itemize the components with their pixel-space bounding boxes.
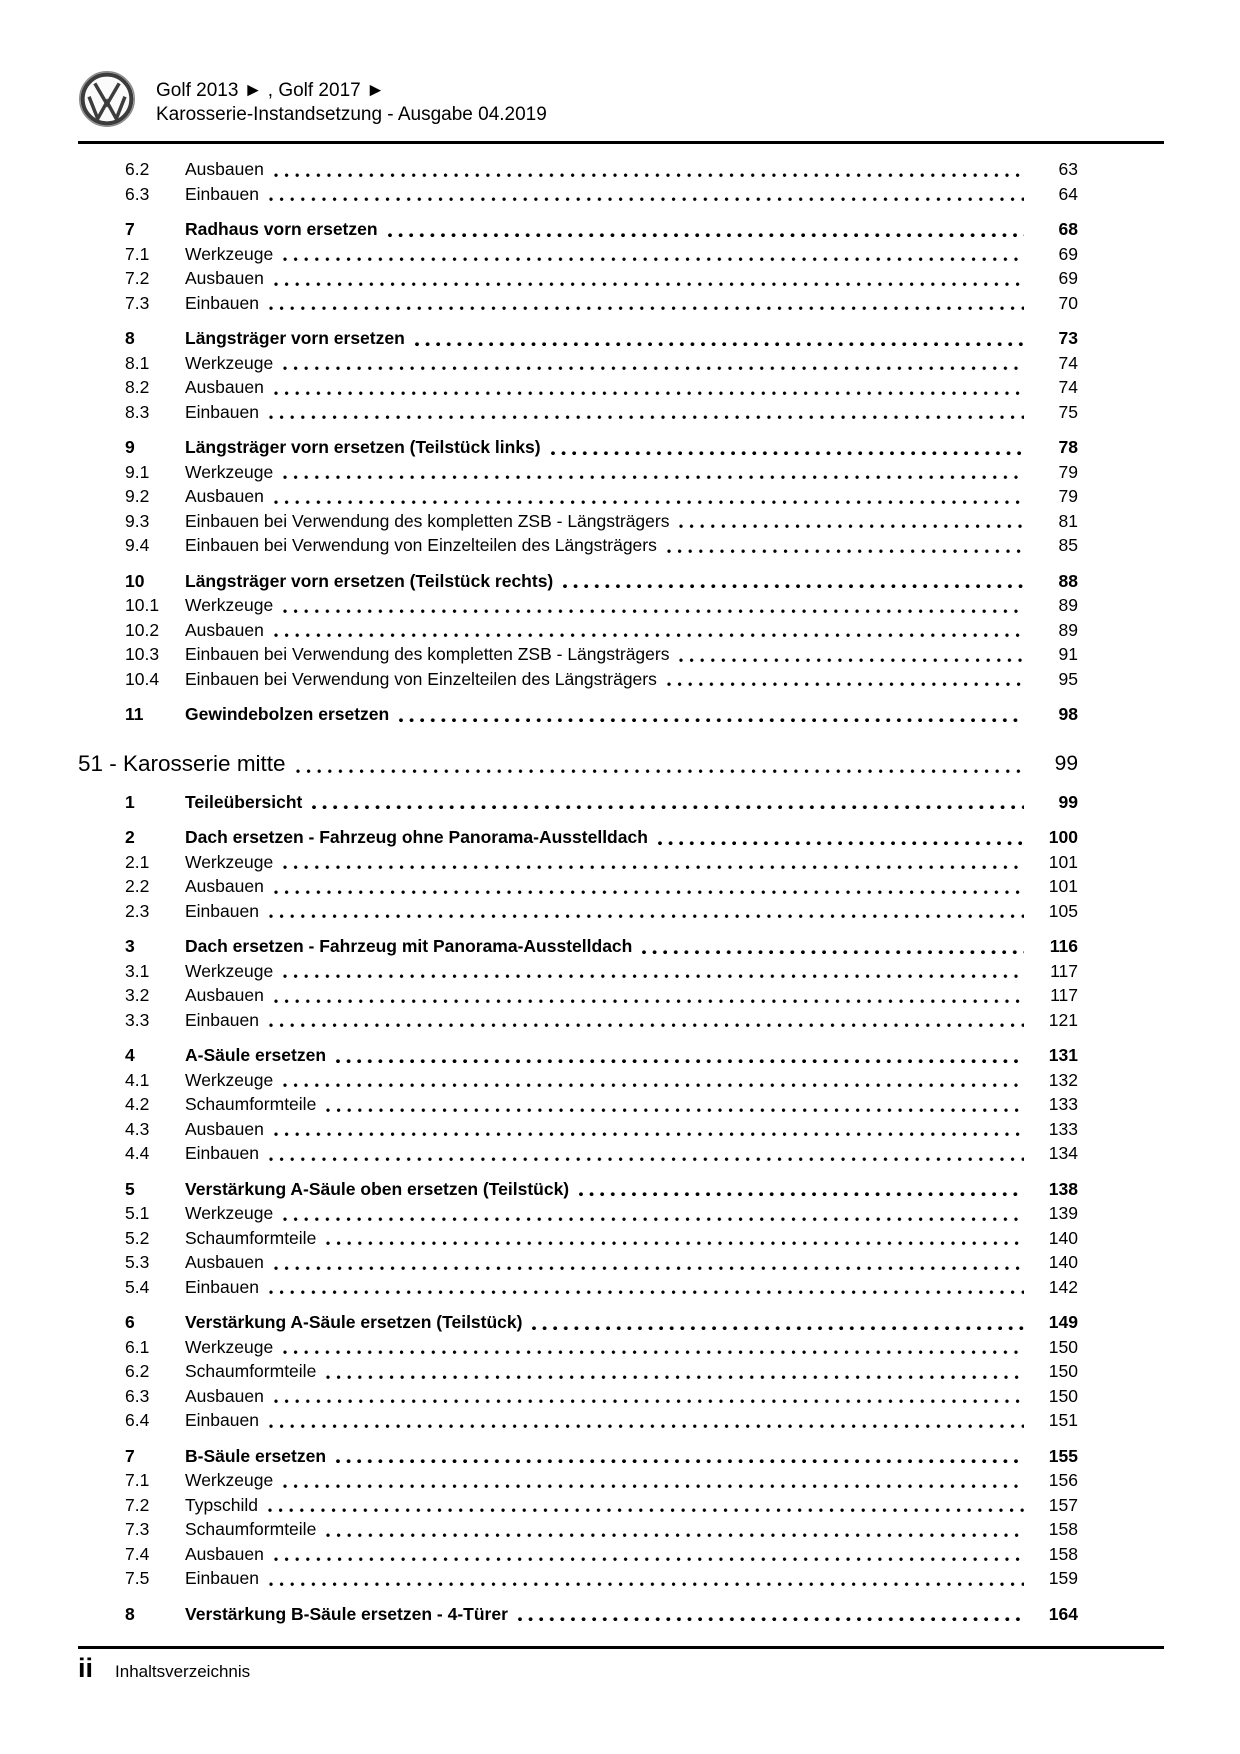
toc-entry-page: 70 — [1058, 292, 1078, 313]
dot-leader — [269, 197, 1024, 202]
dot-leader — [274, 999, 1024, 1004]
toc-entry-title: Ausbauen — [185, 1118, 264, 1139]
toc-entry-title: Werkzeuge — [185, 1336, 274, 1357]
toc-entry-title: Werkzeuge — [185, 1069, 274, 1090]
toc-entry-page: 89 — [1058, 619, 1078, 640]
toc-entry-page: 75 — [1058, 401, 1078, 422]
dot-leader — [283, 257, 1024, 262]
toc-entry-row — [78, 1566, 1078, 1591]
toc-entry-number: 8 — [125, 1603, 135, 1624]
toc-entry-page: 159 — [1048, 1568, 1078, 1588]
toc-entry-title: Einbauen bei Verwendung des kompletten ZSB - Längsträgers — [185, 510, 670, 531]
toc-entry-number: 10.3 — [125, 644, 160, 664]
toc-entry-title: Ausbauen — [185, 985, 264, 1005]
toc-entry-row — [78, 484, 1078, 509]
toc-entry-page: 150 — [1048, 1361, 1078, 1381]
toc-entry-title: Ausbauen — [185, 377, 264, 397]
toc-entry-page: 150 — [1048, 1385, 1078, 1406]
toc-entry-page: 164 — [1048, 1603, 1078, 1624]
toc-entry-page: 116 — [1049, 936, 1078, 956]
toc-entry-page: 158 — [1048, 1543, 1078, 1564]
toc-entry-row — [78, 157, 1078, 182]
toc-entry-number: 2 — [125, 827, 135, 847]
toc-entry-title: Ausbauen — [185, 1543, 264, 1564]
toc-entry-title: Verstärkung B-Säule ersetzen - 4-Türer — [185, 1603, 508, 1624]
dot-leader — [642, 950, 1024, 955]
toc-entry-row — [78, 509, 1078, 534]
toc-entry-number: 10.2 — [125, 619, 160, 640]
toc-entry-number: 4 — [125, 1045, 135, 1065]
dot-leader — [532, 1326, 1024, 1331]
toc-entry-title: Einbauen — [185, 292, 259, 313]
toc-entry-number: 8 — [125, 328, 135, 348]
toc-entry-page: 68 — [1058, 219, 1078, 239]
toc-entry-number: 8.2 — [125, 377, 150, 397]
dot-leader — [274, 391, 1024, 396]
toc-entry-page: 140 — [1048, 1252, 1078, 1272]
toc-entry-title: Teileübersicht — [185, 791, 303, 812]
dot-leader — [269, 914, 1024, 919]
toc-entry-title: Werkzeuge — [185, 243, 274, 264]
toc-entry-page: 99 — [1054, 751, 1078, 775]
dot-leader — [388, 233, 1024, 238]
dot-leader — [283, 366, 1024, 371]
toc-entry-title: Einbauen — [185, 1143, 259, 1163]
dot-leader — [268, 1508, 1024, 1513]
toc-entry-number: 5 — [125, 1178, 135, 1199]
toc-entry-title: Werkzeuge — [185, 851, 274, 872]
footer-section-label: Inhaltsverzeichnis — [115, 1662, 251, 1681]
dot-leader — [283, 974, 1024, 979]
toc-entry-title: Typschild — [185, 1494, 258, 1515]
header-subtitle: Karosserie-Instandsetzung - Ausgabe 04.2019 — [156, 104, 547, 125]
toc-entry-page: 78 — [1058, 437, 1078, 457]
toc-entry-page: 74 — [1058, 352, 1078, 373]
page-header — [78, 70, 1164, 128]
header-model-line: Golf 2013 ► , Golf 2017 ► — [156, 80, 385, 101]
toc-entry-row — [78, 351, 1078, 376]
toc-entry-title: Einbauen — [185, 1568, 259, 1588]
toc-entry-row — [78, 790, 1078, 815]
toc-entry-title: Längsträger vorn ersetzen (Teilstück rechts) — [185, 570, 554, 591]
toc-entry-page: 105 — [1048, 900, 1078, 921]
toc-entry-row — [78, 1141, 1078, 1166]
toc-entry-number: 10.1 — [125, 595, 160, 615]
toc-entry-page: 150 — [1048, 1336, 1078, 1357]
toc-entry-row — [78, 400, 1078, 425]
toc-entry-page: 101 — [1048, 876, 1078, 896]
toc-entry-page: 79 — [1058, 486, 1078, 506]
dot-leader — [283, 1350, 1024, 1355]
toc-entry-number: 6.2 — [125, 1361, 150, 1381]
toc-entry-page: 138 — [1048, 1178, 1078, 1199]
toc-entry-number: 7.1 — [125, 243, 150, 264]
toc-entry-row — [78, 1384, 1078, 1409]
toc-entry-number: 7 — [125, 219, 135, 239]
dot-leader — [274, 1266, 1024, 1271]
toc-entry-title: A-Säule ersetzen — [185, 1045, 327, 1065]
toc-entry-row — [78, 1117, 1078, 1142]
toc-entry-number: 5.3 — [125, 1252, 150, 1272]
toc-entry-number: 8.3 — [125, 401, 150, 422]
toc-entry-title: Einbauen — [185, 1410, 259, 1430]
toc-entry-row — [78, 435, 1078, 460]
toc-entry-number: 7.2 — [125, 1494, 150, 1515]
dot-leader — [336, 1459, 1024, 1464]
dot-leader — [563, 584, 1024, 589]
toc-entry-page: 91 — [1058, 644, 1078, 664]
toc-entry-title: Schaumformteile — [185, 1094, 317, 1114]
page-footer — [78, 1652, 250, 1684]
toc-entry-page: 132 — [1048, 1069, 1078, 1090]
dot-leader — [336, 1059, 1024, 1064]
toc-entry-title: Einbauen bei Verwendung von Einzelteilen des Längsträgers — [185, 668, 657, 689]
toc-entry-number: 8.1 — [125, 352, 150, 373]
header-text — [156, 70, 547, 128]
toc-entry-row — [78, 1517, 1078, 1542]
toc-entry-number: 3 — [125, 936, 135, 956]
toc-entry-title: Radhaus vorn ersetzen — [185, 219, 378, 239]
toc-entry-row — [78, 1602, 1078, 1627]
toc-entry-title: Ausbauen — [185, 159, 264, 179]
toc-entry-row — [78, 1043, 1078, 1068]
toc-entry-row — [78, 1275, 1078, 1300]
toc-entry-number: 3.2 — [125, 985, 150, 1005]
toc-entry-page: 101 — [1048, 851, 1078, 872]
toc-entry-title: Ausbauen — [185, 268, 264, 288]
header-divider — [78, 141, 1164, 144]
toc-entry-row — [78, 850, 1078, 875]
toc-entry-number: 5.4 — [125, 1276, 150, 1297]
toc-entry-number: 7.5 — [125, 1568, 150, 1588]
toc-entry-page: 139 — [1048, 1203, 1078, 1223]
dot-leader — [667, 549, 1024, 554]
toc-entry-number: 11 — [125, 704, 144, 724]
toc-entry-page: 156 — [1048, 1470, 1078, 1490]
toc-entry-title: Einbauen — [185, 401, 259, 422]
toc-entry-row — [78, 1408, 1078, 1433]
dot-leader — [579, 1192, 1024, 1197]
toc-entry-row — [78, 326, 1078, 351]
toc-entry-number: 7.3 — [125, 292, 150, 313]
vw-logo-icon — [78, 70, 136, 128]
toc-entry-title: Schaumformteile — [185, 1361, 317, 1381]
toc-entry-title: Dach ersetzen - Fahrzeug mit Panorama-Ausstelldach — [185, 936, 633, 956]
toc-entry-page: 73 — [1058, 328, 1078, 348]
dot-leader — [326, 1533, 1024, 1538]
toc-entry-title: Schaumformteile — [185, 1227, 317, 1248]
toc-entry-number: 9.3 — [125, 510, 150, 531]
toc-entry-title: Ausbauen — [185, 1252, 264, 1272]
toc-entry-title: Ausbauen — [185, 486, 264, 506]
toc-entry-row — [78, 899, 1078, 924]
dot-leader — [551, 451, 1024, 456]
toc-entry-row — [78, 702, 1078, 727]
toc-entry-page: 157 — [1048, 1494, 1078, 1515]
toc-entry-row — [78, 1068, 1078, 1093]
toc-entry-row — [78, 874, 1078, 899]
toc-entry-row — [78, 1008, 1078, 1033]
toc-entry-number: 6 — [125, 1312, 135, 1332]
dot-leader — [518, 1617, 1024, 1622]
dot-leader — [269, 1582, 1024, 1587]
toc-entry-page: 140 — [1048, 1227, 1078, 1248]
dot-leader — [274, 633, 1024, 638]
toc-entry-title: Einbauen — [185, 1276, 259, 1297]
toc-entry-number: 6.3 — [125, 1385, 150, 1406]
toc-entry-row — [78, 1444, 1078, 1469]
toc-entry-number: 1 — [125, 791, 135, 812]
toc-entry-page: 85 — [1058, 535, 1078, 555]
dot-leader — [312, 805, 1024, 810]
toc-entry-page: 69 — [1058, 243, 1078, 264]
dot-leader — [667, 682, 1024, 687]
toc-entry-page: 79 — [1058, 461, 1078, 482]
dot-leader — [274, 1399, 1024, 1404]
toc-entry-row — [78, 569, 1078, 594]
dot-leader — [283, 475, 1024, 480]
toc-entry-number: 9.1 — [125, 461, 150, 482]
dot-leader — [296, 769, 1024, 774]
toc-entry-page: 134 — [1048, 1143, 1078, 1163]
toc-entry-page: 133 — [1048, 1094, 1078, 1114]
toc-entry-title: Längsträger vorn ersetzen (Teilstück links) — [185, 437, 541, 457]
toc-entry-row — [78, 1226, 1078, 1251]
dot-leader — [326, 1108, 1024, 1113]
toc-entry-row — [78, 375, 1078, 400]
dot-leader — [283, 1083, 1024, 1088]
toc-entry-number: 5.1 — [125, 1203, 150, 1223]
dot-leader — [274, 500, 1024, 505]
toc-entry-number: 2.3 — [125, 900, 150, 921]
toc-entry-row — [78, 825, 1078, 850]
toc-entry-page: 98 — [1058, 704, 1078, 724]
toc-entry-number: 4.1 — [125, 1069, 150, 1090]
dot-leader — [269, 306, 1024, 311]
toc-entry-number: 6.3 — [125, 183, 150, 204]
dot-leader — [326, 1241, 1024, 1246]
toc-entry-title: Einbauen — [185, 183, 259, 204]
dot-leader — [679, 658, 1024, 663]
toc-entry-row — [78, 593, 1078, 618]
toc-entry-title: Ausbauen — [185, 1385, 264, 1406]
toc-entry-number: 6.4 — [125, 1410, 150, 1430]
toc-entry-page: 149 — [1048, 1312, 1078, 1332]
toc-entry-page: 64 — [1058, 183, 1078, 204]
toc-entry-page: 158 — [1048, 1519, 1078, 1539]
toc-entry-page: 69 — [1058, 268, 1078, 288]
toc-entry-title: Gewindebolzen ersetzen — [185, 704, 390, 724]
dot-leader — [415, 342, 1024, 347]
dot-leader — [269, 1023, 1024, 1028]
toc-entry-page: 95 — [1058, 668, 1078, 689]
toc-entry-row — [78, 618, 1078, 643]
toc-entry-number: 6.1 — [125, 1336, 150, 1357]
dot-leader — [679, 524, 1024, 529]
toc-entry-row — [78, 217, 1078, 242]
toc-entry-title: Werkzeuge — [185, 960, 274, 981]
toc-entry-page: 99 — [1058, 791, 1078, 812]
toc-entry-row — [78, 1335, 1078, 1360]
toc-entry-number: 5.2 — [125, 1227, 150, 1248]
dot-leader — [269, 1157, 1024, 1162]
toc-entry-number: 10.4 — [125, 668, 160, 689]
toc-entry-title: 51 - Karosserie mitte — [78, 750, 286, 776]
toc-entry-title: Dach ersetzen - Fahrzeug ohne Panorama-Ausstelldach — [185, 827, 648, 847]
toc-entry-title: Verstärkung A-Säule ersetzen (Teilstück) — [185, 1312, 523, 1332]
dot-leader — [269, 1424, 1024, 1429]
toc-entry-row — [78, 242, 1078, 267]
toc-entry-number: 2.1 — [125, 851, 150, 872]
toc-entry-row — [78, 1201, 1078, 1226]
dot-leader — [274, 1132, 1024, 1137]
dot-leader — [283, 609, 1024, 614]
toc-entry-row — [78, 1177, 1078, 1202]
toc-entry-row — [78, 182, 1078, 207]
dot-leader — [399, 718, 1024, 723]
dot-leader — [274, 1557, 1024, 1562]
toc-entry-page: 117 — [1050, 985, 1078, 1005]
toc-entry-title: Werkzeuge — [185, 352, 274, 373]
dot-leader — [269, 1290, 1024, 1295]
toc-entry-row — [78, 1542, 1078, 1567]
toc-list — [78, 157, 1164, 1626]
toc-entry-page: 100 — [1048, 827, 1078, 847]
toc-entry-title: Einbauen — [185, 900, 259, 921]
toc-entry-number: 4.3 — [125, 1118, 150, 1139]
toc-entry-number: 7.4 — [125, 1543, 150, 1564]
dot-leader — [269, 415, 1024, 420]
toc-entry-title: Einbauen bei Verwendung von Einzelteilen des Längsträgers — [185, 535, 657, 555]
dot-leader — [283, 865, 1024, 870]
toc-entry-row — [78, 667, 1078, 692]
toc-entry-page: 131 — [1048, 1045, 1078, 1065]
toc-entry-number: 3.3 — [125, 1009, 150, 1030]
toc-entry-title: Werkzeuge — [185, 461, 274, 482]
toc-entry-title: Schaumformteile — [185, 1519, 317, 1539]
toc-entry-row — [78, 1092, 1078, 1117]
toc-entry-title: B-Säule ersetzen — [185, 1445, 327, 1466]
toc-entry-number: 7.1 — [125, 1470, 150, 1490]
dot-leader — [283, 1484, 1024, 1489]
toc-entry-number: 7.2 — [125, 268, 150, 288]
toc-entry-number: 6.2 — [125, 159, 150, 179]
toc-entry-title: Ausbauen — [185, 619, 264, 640]
toc-entry-title: Werkzeuge — [185, 595, 274, 615]
footer-divider — [78, 1646, 1164, 1649]
toc-entry-page: 155 — [1048, 1445, 1078, 1466]
toc-entry-title: Ausbauen — [185, 876, 264, 896]
toc-entry-row — [78, 983, 1078, 1008]
dot-leader — [274, 173, 1024, 178]
toc-entry-number: 9.4 — [125, 535, 150, 555]
toc-entry-number: 4.2 — [125, 1094, 150, 1114]
toc-entry-page: 89 — [1058, 595, 1078, 615]
toc-entry-page: 121 — [1048, 1009, 1078, 1030]
footer-page-number: ii — [78, 1653, 94, 1683]
toc-entry-number: 3.1 — [125, 960, 150, 981]
toc-entry-row — [78, 959, 1078, 984]
toc-entry-number: 4.4 — [125, 1143, 150, 1163]
toc-entry-row — [78, 266, 1078, 291]
dot-leader — [274, 282, 1024, 287]
toc-entry-number: 10 — [125, 570, 145, 591]
toc-entry-title: Werkzeuge — [185, 1470, 274, 1490]
toc-entry-row — [78, 533, 1078, 558]
toc-entry-number: 2.2 — [125, 876, 150, 896]
toc-chapter-row — [78, 749, 1078, 779]
toc-entry-page: 63 — [1058, 159, 1078, 179]
toc-entry-title: Verstärkung A-Säule oben ersetzen (Teilstück) — [185, 1178, 570, 1199]
toc-entry-page: 74 — [1058, 377, 1078, 397]
toc-entry-row — [78, 291, 1078, 316]
toc-entry-page: 88 — [1058, 570, 1078, 591]
toc-entry-number: 9 — [125, 437, 135, 457]
toc-entry-number: 7 — [125, 1445, 135, 1466]
toc-entry-title: Einbauen bei Verwendung des kompletten ZSB - Längsträgers — [185, 644, 670, 664]
toc-entry-title: Längsträger vorn ersetzen — [185, 328, 405, 348]
toc-entry-row — [78, 1359, 1078, 1384]
toc-entry-page: 117 — [1050, 960, 1078, 981]
dot-leader — [658, 841, 1024, 846]
toc-entry-page: 81 — [1058, 510, 1078, 531]
toc-entry-row — [78, 1310, 1078, 1335]
toc-entry-row — [78, 934, 1078, 959]
toc-entry-title: Einbauen — [185, 1009, 259, 1030]
toc-entry-title: Werkzeuge — [185, 1203, 274, 1223]
dot-leader — [326, 1375, 1024, 1380]
toc-entry-row — [78, 642, 1078, 667]
dot-leader — [283, 1217, 1024, 1222]
toc-entry-row — [78, 1493, 1078, 1518]
dot-leader — [274, 890, 1024, 895]
toc-entry-page: 151 — [1048, 1410, 1078, 1430]
toc-entry-number: 9.2 — [125, 486, 150, 506]
toc-entry-page: 133 — [1048, 1118, 1078, 1139]
toc-entry-number: 7.3 — [125, 1519, 150, 1539]
toc-entry-page: 142 — [1048, 1276, 1078, 1297]
toc-entry-row — [78, 1468, 1078, 1493]
toc-entry-row — [78, 460, 1078, 485]
toc-entry-row — [78, 1250, 1078, 1275]
